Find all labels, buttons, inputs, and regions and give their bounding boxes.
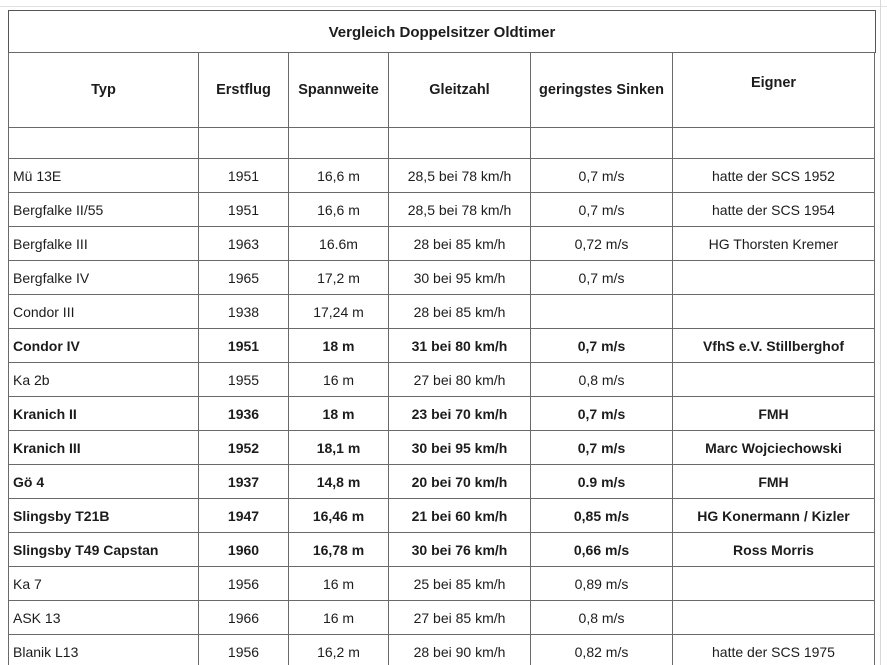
table-row [9,499,875,533]
cell-typ: Mü 13E [9,159,199,193]
cell-gleitzahl: 28 bei 85 km/h [389,227,531,261]
cell-spannweite: 16,78 m [289,533,389,567]
cell-gleitzahl: 28 bei 85 km/h [389,295,531,329]
cell-erstflug: 1965 [199,261,289,295]
table-row [9,635,875,665]
table-row [9,465,875,499]
page-right-gridline [880,0,881,665]
cell-eigner [673,567,875,601]
empty-cell [199,128,289,159]
table-row [9,295,875,329]
cell-sinken: 0,7 m/s [531,193,673,227]
cell-spannweite: 17,24 m [289,295,389,329]
cell-erstflug: 1960 [199,533,289,567]
table-title: Vergleich Doppelsitzer Oldtimer [8,10,876,53]
cell-erstflug: 1936 [199,397,289,431]
cell-sinken: 0,7 m/s [531,261,673,295]
cell-gleitzahl: 23 bei 70 km/h [389,397,531,431]
column-header-gleitzahl: Gleitzahl [389,53,531,128]
cell-erstflug: 1956 [199,567,289,601]
column-header-typ: Typ [9,53,199,128]
cell-eigner: HG Konermann / Kizler [673,499,875,533]
cell-sinken: 0,8 m/s [531,601,673,635]
table-row [9,431,875,465]
cell-eigner: hatte der SCS 1952 [673,159,875,193]
table-row [9,159,875,193]
empty-row [9,128,875,159]
cell-spannweite: 14,8 m [289,465,389,499]
cell-eigner: Ross Morris [673,533,875,567]
cell-spannweite: 16 m [289,567,389,601]
cell-sinken: 0,82 m/s [531,635,673,665]
cell-gleitzahl: 31 bei 80 km/h [389,329,531,363]
cell-erstflug: 1947 [199,499,289,533]
column-header-spannweite: Spannweite [289,53,389,128]
cell-gleitzahl: 30 bei 95 km/h [389,261,531,295]
table-row [9,397,875,431]
cell-erstflug: 1951 [199,329,289,363]
column-header-sinken: geringstes Sinken [531,53,673,128]
page-top-gridline [0,6,887,7]
cell-eigner [673,261,875,295]
empty-cell [389,128,531,159]
table-row [9,363,875,397]
cell-spannweite: 17,2 m [289,261,389,295]
cell-gleitzahl: 28,5 bei 78 km/h [389,159,531,193]
cell-spannweite: 16 m [289,363,389,397]
cell-spannweite: 16,6 m [289,193,389,227]
cell-erstflug: 1963 [199,227,289,261]
cell-eigner: hatte der SCS 1975 [673,635,875,665]
cell-gleitzahl: 28,5 bei 78 km/h [389,193,531,227]
cell-spannweite: 18 m [289,329,389,363]
cell-eigner: FMH [673,397,875,431]
cell-sinken: 0,7 m/s [531,329,673,363]
cell-eigner: FMH [673,465,875,499]
cell-gleitzahl: 20 bei 70 km/h [389,465,531,499]
table-row [9,227,875,261]
cell-erstflug: 1951 [199,193,289,227]
cell-typ: Bergfalke III [9,227,199,261]
cell-sinken: 0,7 m/s [531,397,673,431]
cell-erstflug: 1952 [199,431,289,465]
cell-erstflug: 1951 [199,159,289,193]
cell-gleitzahl: 21 bei 60 km/h [389,499,531,533]
cell-eigner: Marc Wojciechowski [673,431,875,465]
cell-sinken: 0,85 m/s [531,499,673,533]
cell-sinken: 0,8 m/s [531,363,673,397]
cell-typ: Kranich III [9,431,199,465]
cell-sinken: 0,72 m/s [531,227,673,261]
table-row [9,329,875,363]
cell-gleitzahl: 27 bei 85 km/h [389,601,531,635]
cell-gleitzahl: 27 bei 80 km/h [389,363,531,397]
cell-sinken: 0,89 m/s [531,567,673,601]
empty-cell [673,128,875,159]
table-body [9,128,875,665]
cell-typ: Ka 7 [9,567,199,601]
cell-typ: Condor III [9,295,199,329]
table-row [9,261,875,295]
cell-gleitzahl: 30 bei 76 km/h [389,533,531,567]
cell-sinken: 0,7 m/s [531,431,673,465]
cell-erstflug: 1955 [199,363,289,397]
cell-typ: Blanik L13 [9,635,199,665]
cell-typ: Bergfalke II/55 [9,193,199,227]
cell-erstflug: 1966 [199,601,289,635]
cell-gleitzahl: 28 bei 90 km/h [389,635,531,665]
empty-cell [289,128,389,159]
cell-eigner [673,601,875,635]
cell-spannweite: 16,6 m [289,159,389,193]
cell-erstflug: 1956 [199,635,289,665]
glider-comparison-table [8,52,875,665]
cell-typ: Kranich II [9,397,199,431]
cell-spannweite: 18 m [289,397,389,431]
cell-spannweite: 16.6m [289,227,389,261]
column-header-eigner: Eigner [673,53,875,128]
cell-eigner [673,295,875,329]
table-row [9,601,875,635]
cell-sinken: 0,66 m/s [531,533,673,567]
cell-eigner: hatte der SCS 1954 [673,193,875,227]
cell-gleitzahl: 30 bei 95 km/h [389,431,531,465]
cell-eigner [673,363,875,397]
cell-erstflug: 1938 [199,295,289,329]
cell-spannweite: 18,1 m [289,431,389,465]
cell-eigner: HG Thorsten Kremer [673,227,875,261]
cell-typ: Gö 4 [9,465,199,499]
cell-typ: ASK 13 [9,601,199,635]
cell-gleitzahl: 25 bei 85 km/h [389,567,531,601]
cell-typ: Ka 2b [9,363,199,397]
cell-spannweite: 16,46 m [289,499,389,533]
cell-sinken: 0,7 m/s [531,159,673,193]
cell-typ: Slingsby T21B [9,499,199,533]
cell-erstflug: 1937 [199,465,289,499]
cell-sinken [531,295,673,329]
cell-sinken: 0.9 m/s [531,465,673,499]
table-row [9,567,875,601]
cell-spannweite: 16,2 m [289,635,389,665]
header-row [9,53,875,128]
column-header-erstflug: Erstflug [199,53,289,128]
cell-typ: Condor IV [9,329,199,363]
cell-typ: Bergfalke IV [9,261,199,295]
table-row [9,533,875,567]
table-row [9,193,875,227]
empty-cell [531,128,673,159]
cell-spannweite: 16 m [289,601,389,635]
empty-cell [9,128,199,159]
cell-eigner: VfhS e.V. Stillberghof [673,329,875,363]
cell-typ: Slingsby T49 Capstan [9,533,199,567]
